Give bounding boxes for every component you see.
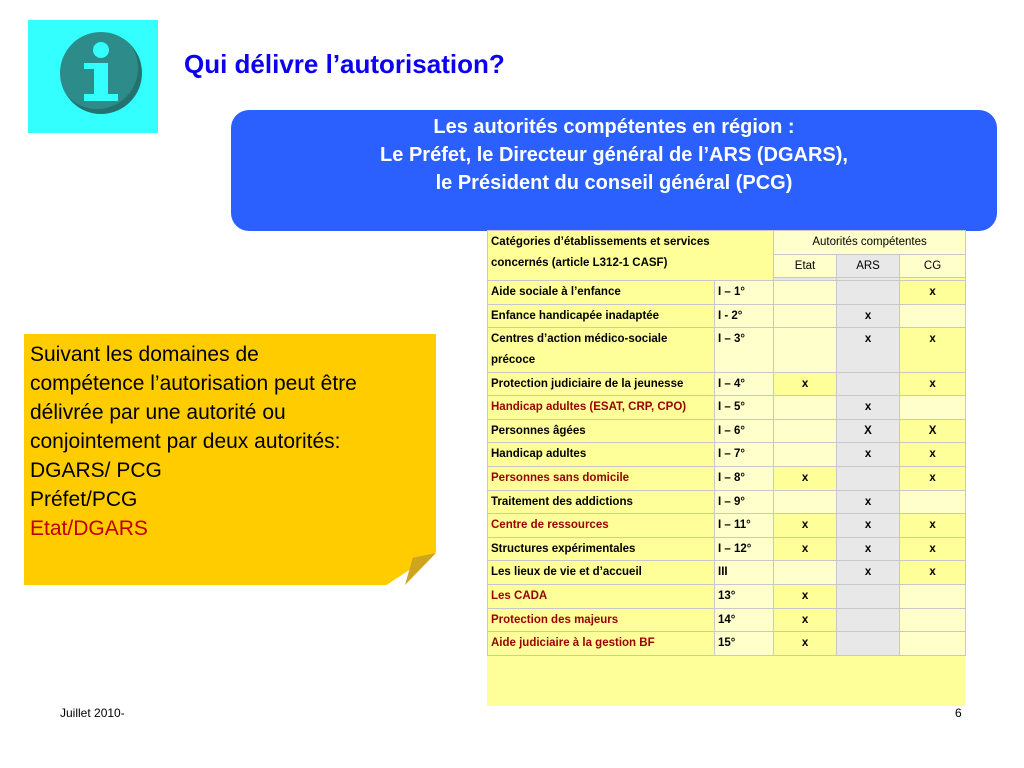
table-row [488, 584, 966, 608]
table-row [488, 632, 966, 656]
note-line: conjointement par deux autorités: [30, 430, 341, 453]
row-mark-etat [774, 443, 837, 467]
info-icon-serif-bottom [84, 94, 118, 101]
row-mark-etat [774, 328, 837, 372]
row-category: Les lieux de vie et d’accueil [488, 561, 715, 585]
header-category: Catégories d’établissements et services concernés (article L312-1 CASF) [488, 231, 774, 281]
row-mark-ars [837, 608, 900, 632]
row-mark-ars: x [837, 490, 900, 514]
row-category: Handicap adultes [488, 443, 715, 467]
row-mark-ars [837, 584, 900, 608]
row-mark-cg: x [900, 514, 966, 538]
row-mark-cg: x [900, 466, 966, 490]
authorities-table [487, 230, 966, 656]
row-mark-ars [837, 466, 900, 490]
banner-line-3: le Président du conseil général (PCG) [435, 172, 793, 194]
row-code: I – 11° [715, 514, 774, 538]
info-icon [60, 32, 142, 114]
row-mark-ars [837, 372, 900, 396]
row-code: I – 4° [715, 372, 774, 396]
row-mark-ars: x [837, 304, 900, 328]
page-title: Qui délivre l’autorisation? [184, 49, 505, 79]
row-mark-cg: x [900, 561, 966, 585]
banner-line-1: Les autorités compétentes en région : [433, 116, 795, 138]
info-icon-stem [94, 63, 108, 97]
row-category: Personnes âgées [488, 419, 715, 443]
table-row [488, 328, 966, 372]
row-mark-cg: x [900, 328, 966, 372]
row-mark-ars: x [837, 561, 900, 585]
row-mark-etat [774, 281, 837, 305]
row-code: I – 3° [715, 328, 774, 372]
row-mark-etat: x [774, 608, 837, 632]
header-authorities: Autorités compétentes [774, 231, 966, 255]
table-row [488, 419, 966, 443]
note-line: délivrée par une autorité ou [30, 401, 286, 424]
table-row [488, 372, 966, 396]
info-icon-tile [28, 20, 158, 133]
table-row [488, 561, 966, 585]
row-mark-ars: x [837, 396, 900, 420]
note-line: Suivant les domaines de [30, 343, 259, 366]
row-mark-etat: x [774, 537, 837, 561]
row-mark-cg [900, 304, 966, 328]
row-category: Centres d’action médico-sociale précoce [488, 328, 715, 372]
row-mark-cg: x [900, 372, 966, 396]
row-mark-ars: x [837, 514, 900, 538]
authorities-table-wrap [487, 230, 965, 706]
note-line: Préfet/PCG [30, 488, 138, 511]
row-category: Personnes sans domicile [488, 466, 715, 490]
row-mark-etat [774, 490, 837, 514]
table-row [488, 443, 966, 467]
row-mark-cg: x [900, 443, 966, 467]
sticky-note-text [30, 340, 430, 543]
row-category: Centre de ressources [488, 514, 715, 538]
note-line-highlight: Etat/DGARS [30, 517, 148, 540]
header-col-cg: CG [900, 254, 966, 278]
row-category: Handicap adultes (ESAT, CRP, CPO) [488, 396, 715, 420]
row-mark-etat [774, 396, 837, 420]
row-mark-cg [900, 396, 966, 420]
page-number: 6 [955, 706, 962, 720]
banner-line-2: Le Préfet, le Directeur général de l’ARS (DGARS), [380, 144, 848, 166]
row-category: Protection des majeurs [488, 608, 715, 632]
row-mark-ars: X [837, 419, 900, 443]
row-mark-etat: x [774, 584, 837, 608]
row-mark-cg [900, 632, 966, 656]
row-category: Aide judiciaire à la gestion BF [488, 632, 715, 656]
row-code: I – 5° [715, 396, 774, 420]
row-category: Aide sociale à l’enfance [488, 281, 715, 305]
row-mark-cg [900, 584, 966, 608]
header-col-etat: Etat [774, 254, 837, 278]
row-mark-ars: x [837, 537, 900, 561]
row-code: I – 1° [715, 281, 774, 305]
row-mark-etat: x [774, 372, 837, 396]
row-code: 15° [715, 632, 774, 656]
row-mark-ars [837, 281, 900, 305]
note-line: DGARS/ PCG [30, 459, 162, 482]
row-code: I – 6° [715, 419, 774, 443]
row-code: I – 8° [715, 466, 774, 490]
row-category: Enfance handicapée inadaptée [488, 304, 715, 328]
table-row [488, 396, 966, 420]
row-mark-etat: x [774, 466, 837, 490]
row-code: I – 7° [715, 443, 774, 467]
table-row [488, 466, 966, 490]
table-row [488, 490, 966, 514]
row-code: I – 12° [715, 537, 774, 561]
row-code: III [715, 561, 774, 585]
row-category: Les CADA [488, 584, 715, 608]
row-category: Structures expérimentales [488, 537, 715, 561]
row-mark-etat [774, 561, 837, 585]
note-line: compétence l’autorisation peut être [30, 372, 357, 395]
row-mark-ars: x [837, 443, 900, 467]
table-row [488, 514, 966, 538]
info-icon-dot [93, 42, 109, 58]
row-mark-etat [774, 304, 837, 328]
row-mark-cg [900, 490, 966, 514]
row-mark-cg: X [900, 419, 966, 443]
table-row [488, 281, 966, 305]
row-mark-cg: x [900, 281, 966, 305]
row-code: I – 9° [715, 490, 774, 514]
header-col-ars: ARS [837, 254, 900, 278]
footer-date: Juillet 2010- [60, 706, 125, 720]
table-row [488, 537, 966, 561]
row-code: I - 2° [715, 304, 774, 328]
row-category: Traitement des addictions [488, 490, 715, 514]
row-mark-cg [900, 608, 966, 632]
table-header-row-1 [488, 231, 966, 255]
row-category: Protection judiciaire de la jeunesse [488, 372, 715, 396]
row-mark-ars [837, 632, 900, 656]
row-mark-cg: x [900, 537, 966, 561]
table-row [488, 304, 966, 328]
row-mark-etat: x [774, 514, 837, 538]
row-code: 14° [715, 608, 774, 632]
row-mark-etat [774, 419, 837, 443]
row-code: 13° [715, 584, 774, 608]
row-mark-etat: x [774, 632, 837, 656]
row-mark-ars: x [837, 328, 900, 372]
authorities-banner [231, 110, 997, 231]
table-row [488, 608, 966, 632]
